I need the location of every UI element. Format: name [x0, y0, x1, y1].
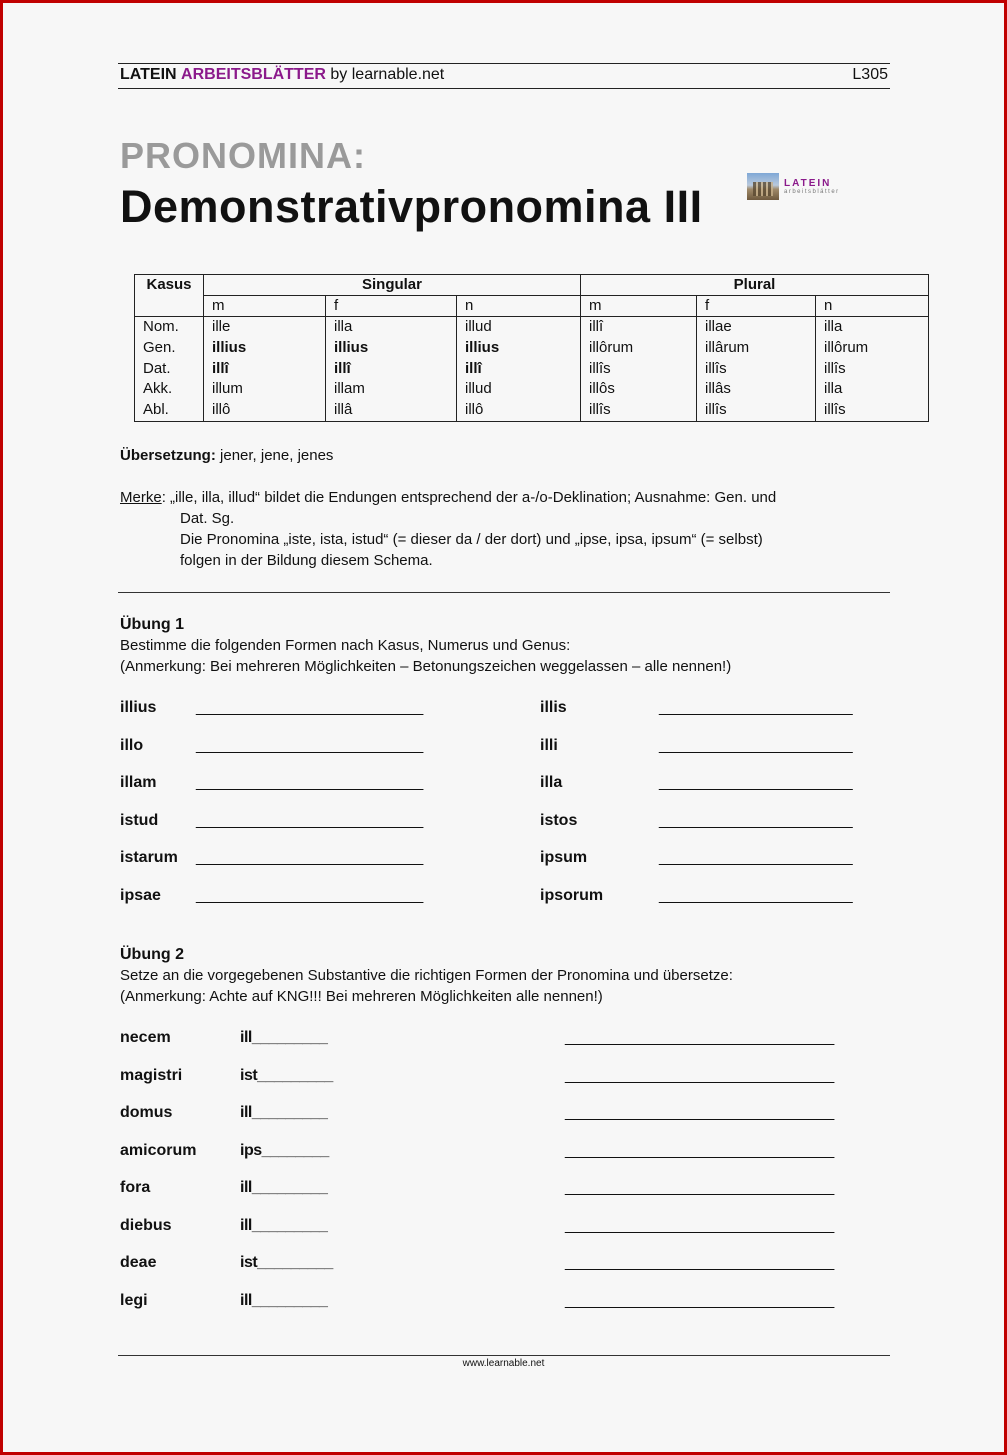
exercise2-pronoun-blank[interactable]: ill_________ — [240, 1291, 328, 1309]
exercise2-translation-blank[interactable]: ________________________________ — [565, 1029, 834, 1046]
translation-line — [120, 445, 333, 466]
note-line-4: folgen in der Bildung diesem Schema. — [180, 552, 433, 569]
exercise2-translation-blank[interactable]: ________________________________ — [565, 1141, 834, 1159]
table-cell: illî — [457, 359, 581, 380]
exercise1-answer-blank[interactable]: _______________________ — [659, 699, 853, 716]
table-cell: illa — [816, 317, 929, 338]
header-brand-latein: LATEIN — [120, 66, 177, 83]
exercise1-remark: (Anmerkung: Bei mehreren Möglichkeiten – Betonungszeichen weggelassen – alle nennen!) — [120, 658, 732, 675]
header-brand-by: by learnable.net — [330, 66, 445, 83]
table-cell: illa — [816, 379, 929, 400]
note-text-1: : „ille, illa, illud“ bildet die Endungen entsprechend der a-/o-Deklination; Ausnahme: Gen. und — [161, 489, 777, 506]
exercise2-noun: magistri — [120, 1066, 183, 1084]
header-sheet-code: L305 — [852, 66, 888, 83]
exercise1-answer-blank[interactable]: ___________________________ — [196, 699, 423, 716]
declension-table — [134, 274, 929, 422]
table-cell: illârum — [697, 338, 816, 359]
table-cell: illôrum — [816, 338, 929, 359]
table-cell: illîs — [697, 359, 816, 380]
table-row — [135, 400, 929, 421]
exercise1-word: illius — [120, 699, 157, 716]
exercise2-pronoun-blank[interactable]: ill_________ — [240, 1216, 328, 1234]
footer-rule — [118, 1355, 890, 1356]
table-gender-5: n — [816, 296, 929, 317]
footer-url: www.learnable.net — [462, 1358, 545, 1369]
table-gender-0: m — [204, 296, 326, 317]
table-cell: illî — [326, 359, 457, 380]
table-case-label: Abl. — [135, 400, 204, 421]
table-row — [135, 379, 929, 400]
exercise2-pronoun-blank[interactable]: ist_________ — [240, 1254, 333, 1271]
exercise1-word: istarum — [120, 849, 178, 867]
logo-text-arbeitsblaetter: arbeitsblätter — [784, 189, 840, 195]
table-cell: illô — [204, 400, 326, 421]
exercise2-title: Übung 2 — [120, 946, 184, 963]
table-cell: illâs — [697, 379, 816, 400]
exercise1-word: illam — [120, 774, 157, 792]
page-subtitle: PRONOMINA: — [120, 135, 366, 176]
latein-logo — [747, 173, 852, 201]
exercise2-noun: domus — [120, 1104, 173, 1121]
note-line-1 — [120, 487, 776, 508]
table-cell: illa — [326, 317, 457, 338]
table-cell: illî — [581, 317, 697, 338]
exercise1-answer-blank[interactable]: _______________________ — [659, 887, 853, 904]
table-cell: illius — [204, 338, 326, 359]
exercise2-pronoun-blank[interactable]: ips________ — [240, 1141, 329, 1159]
table-cell: illius — [457, 338, 581, 359]
exercise1-word: illa — [540, 774, 563, 792]
worksheet-page — [3, 3, 1004, 1452]
exercise1-word: illo — [120, 736, 144, 754]
exercise2-instruction: Setze an die vorgegebenen Substantive die richtigen Formen der Pronomina und übersetze: — [120, 967, 733, 984]
table-cell: illôrum — [581, 338, 697, 359]
exercise2-remark: (Anmerkung: Achte auf KNG!!! Bei mehreren Möglichkeiten alle nennen!) — [120, 988, 603, 1005]
exercise1-word: ipsum — [540, 849, 588, 867]
page-title: Demonstrativpronomina III — [120, 181, 703, 232]
table-cell: illius — [326, 338, 457, 359]
table-header-kasus: Kasus — [135, 275, 204, 317]
table-row — [135, 338, 929, 359]
exercise2-translation-blank[interactable]: ________________________________ — [565, 1066, 834, 1084]
exercise2-translation-blank[interactable]: ________________________________ — [565, 1179, 834, 1196]
exercise1-answer-blank[interactable]: ___________________________ — [196, 887, 423, 904]
section-divider — [118, 592, 890, 593]
table-gender-1: f — [326, 296, 457, 317]
table-cell: illôs — [581, 379, 697, 400]
exercise1-title: Übung 1 — [120, 616, 184, 633]
note-line-2: Dat. Sg. — [180, 510, 235, 527]
table-cell: illîs — [697, 400, 816, 421]
exercise1-answer-blank[interactable]: _______________________ — [659, 811, 853, 829]
table-cell: illîs — [581, 400, 697, 421]
translation-label: Übersetzung: — [120, 447, 216, 464]
page-header — [120, 66, 890, 84]
exercise2-translation-blank[interactable]: ________________________________ — [565, 1291, 834, 1309]
table-header-plural: Plural — [581, 275, 929, 296]
exercise1-word: istud — [120, 811, 159, 829]
table-cell: illum — [204, 379, 326, 400]
exercise2-translation-blank[interactable]: ________________________________ — [565, 1216, 834, 1234]
exercise2-noun: deae — [120, 1254, 157, 1271]
table-body — [135, 317, 929, 422]
exercise2-noun: amicorum — [120, 1141, 197, 1159]
table-row — [135, 317, 929, 338]
exercise1-answer-blank[interactable]: _______________________ — [659, 849, 853, 867]
note-line-3: Die Pronomina „iste, ista, istud“ (= dieser da / der dort) und „ipse, ipsa, ipsum“ (= selbst) — [180, 531, 763, 548]
table-case-label: Akk. — [135, 379, 204, 400]
exercise1-word: ipsae — [120, 887, 161, 904]
exercise2-translation-blank[interactable]: ________________________________ — [565, 1254, 834, 1271]
exercise2-noun: diebus — [120, 1216, 172, 1234]
table-cell: illô — [457, 400, 581, 421]
exercise1-word: ipsorum — [540, 887, 604, 904]
table-gender-row — [135, 296, 929, 317]
exercise1-answer-blank[interactable]: ___________________________ — [196, 736, 423, 754]
table-cell: illîs — [581, 359, 697, 380]
table-cell: illae — [697, 317, 816, 338]
table-case-label: Dat. — [135, 359, 204, 380]
exercise2-pronoun-blank[interactable]: ill_________ — [240, 1179, 328, 1196]
table-gender-4: f — [697, 296, 816, 317]
header-top-rule — [118, 63, 890, 64]
table-cell: illîs — [816, 359, 929, 380]
translation-text: jener, jene, jenes — [220, 447, 334, 464]
table-cell: illâ — [326, 400, 457, 421]
exercise2-noun: necem — [120, 1029, 171, 1046]
exercise2-pronoun-blank[interactable]: ill_________ — [240, 1029, 328, 1046]
table-cell: ille — [204, 317, 326, 338]
table-gender-2: n — [457, 296, 581, 317]
exercise1-instruction: Bestimme die folgenden Formen nach Kasus, Numerus und Genus: — [120, 637, 571, 654]
exercise2-pronoun-blank[interactable]: ill_________ — [240, 1104, 328, 1121]
exercise2-pronoun-blank[interactable]: ist_________ — [240, 1066, 333, 1084]
colosseum-icon — [747, 173, 779, 200]
exercise1-answer-blank[interactable]: _______________________ — [659, 774, 853, 792]
exercise2-translation-blank[interactable]: ________________________________ — [565, 1104, 834, 1121]
table-cell: illam — [326, 379, 457, 400]
exercise2-noun: legi — [120, 1291, 148, 1309]
exercise1-answer-blank[interactable]: ___________________________ — [196, 774, 423, 792]
table-header-singular: Singular — [204, 275, 581, 296]
table-case-label: Nom. — [135, 317, 204, 338]
table-row — [135, 359, 929, 380]
exercise1-answer-blank[interactable]: _______________________ — [659, 736, 853, 754]
exercise1-answer-blank[interactable]: ___________________________ — [196, 849, 423, 867]
table-cell: illîs — [816, 400, 929, 421]
header-brand-arbeitsblaetter: ARBEITSBLÄTTER — [181, 66, 326, 83]
exercise1-word: istos — [540, 811, 578, 829]
exercise1-answer-blank[interactable]: ___________________________ — [196, 811, 423, 829]
header-bottom-rule — [118, 88, 890, 89]
logo-text-latein: LATEIN — [784, 178, 832, 189]
table-gender-3: m — [581, 296, 697, 317]
note-label: Merke — [120, 489, 162, 506]
table-case-label: Gen. — [135, 338, 204, 359]
exercise1-word: illi — [540, 736, 558, 754]
exercise1-word: illis — [540, 699, 567, 716]
table-cell: illud — [457, 317, 581, 338]
exercise2-noun: fora — [120, 1179, 151, 1196]
table-cell: illud — [457, 379, 581, 400]
table-cell: illî — [204, 359, 326, 380]
